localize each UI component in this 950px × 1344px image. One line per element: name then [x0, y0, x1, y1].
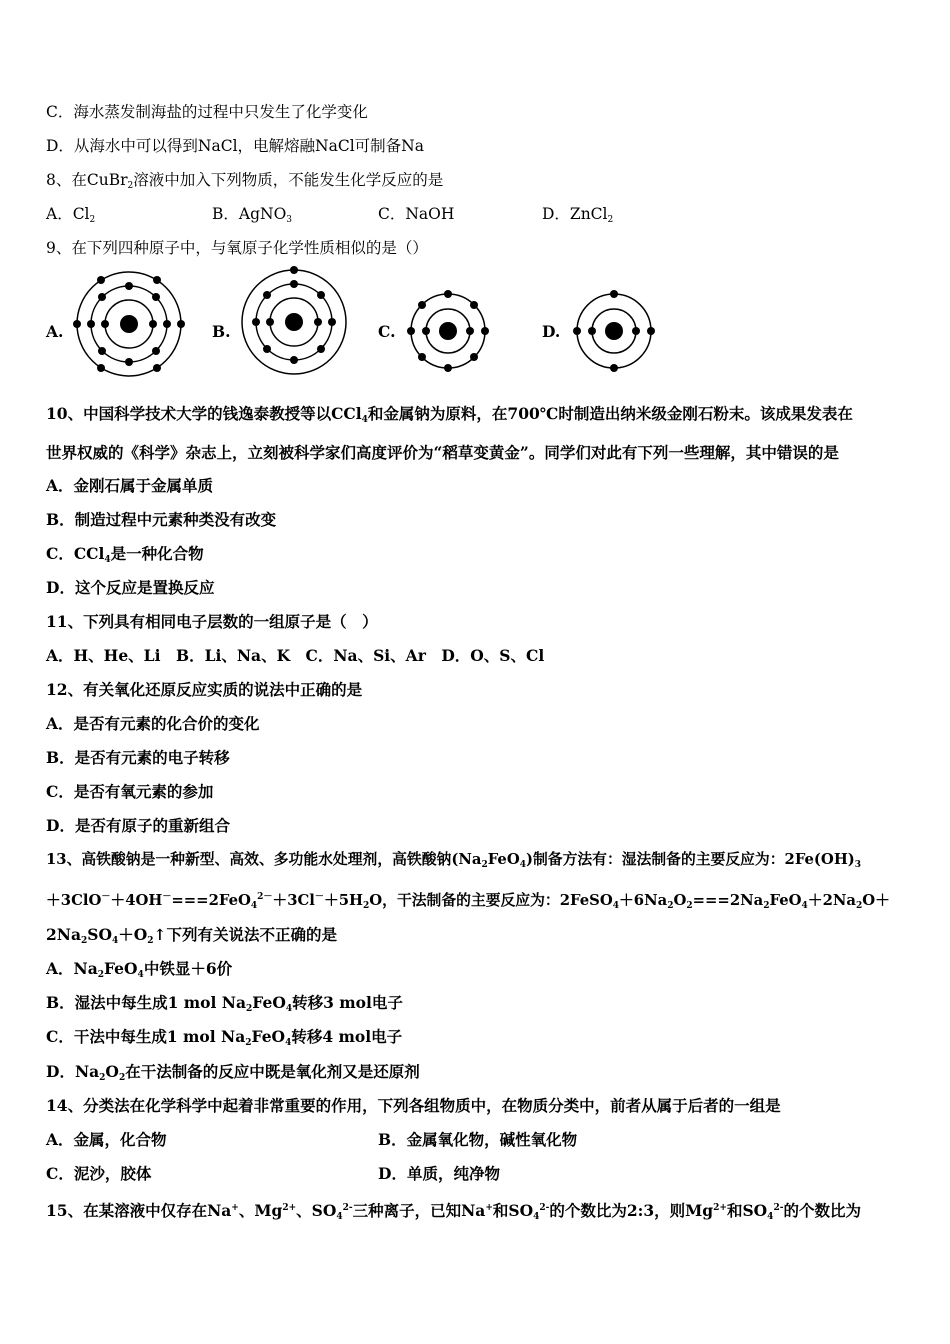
- q9-label-d: D.: [542, 322, 561, 341]
- q10-option-b: B．制造过程中元素种类没有改变: [46, 510, 277, 529]
- q10-option-a: A．金刚石属于金属单质: [46, 476, 214, 495]
- q9-stem: 9、在下列四种原子中，与氧原子化学性质相似的是（）: [46, 239, 428, 257]
- q15-stem: 15、在某溶液中仅存在Na+、$Mg^{2+}$、$SO_4^{2-}$三种离子，已知Na+和$SO_4^{2-}$的个数比为2:3，则$Mg^{2+}$和$SO_4^{2-}$的个数比为: [46, 1201, 861, 1222]
- atom-diagram-c: [404, 287, 492, 375]
- q13-stem-line2: $+3ClO^-+4OH^-===2FeO_4^{2-}+3Cl^-+5H_2O$，干法制备的主要反应为：$2FeSO_4+6Na_2O_2===2Na_2FeO_4+2Na_2O+$: [46, 892, 890, 911]
- q14-option-c: C．泥沙，胶体: [46, 1164, 152, 1183]
- q13-option-a: A．$Na_2FeO_4$中铁显＋6价: [46, 959, 233, 980]
- q12-stem: 12、有关氧化还原反应实质的说法中正确的是: [46, 680, 363, 699]
- q12-option-a: A．是否有元素的化合价的变化: [46, 714, 260, 733]
- q7-option-c: C．海水蒸发制海盐的过程中只发生了化学变化: [46, 103, 368, 121]
- q9-label-c: C.: [378, 322, 396, 341]
- q8-stem: 8、在CuBr$_2$溶液中加入下列物质，不能发生化学反应的是: [46, 171, 444, 191]
- q14-option-d: D．单质，纯净物: [378, 1164, 500, 1183]
- q12-option-c: C．是否有氧元素的参加: [46, 782, 214, 801]
- atom-diagram-b: [238, 266, 350, 378]
- q14-option-b: B．金属氧化物，碱性氧化物: [378, 1130, 578, 1149]
- q13-stem-line1: 13、高铁酸钠是一种新型、高效、多功能水处理剂，高铁酸钠$(Na_2FeO_4)$制备方法有：湿法制备的主要反应为：$2Fe(OH)_3$: [46, 851, 862, 870]
- q8-option-b: B．AgNO$_3$: [212, 205, 293, 225]
- q12-option-b: B．是否有元素的电子转移: [46, 748, 230, 767]
- q13-option-c: C．干法中每生成1 mol $Na_2FeO_4$转移4 mol电子: [46, 1027, 403, 1048]
- q9-label-a: A.: [46, 322, 64, 341]
- q14-stem: 14、分类法在化学科学中起着非常重要的作用，下列各组物质中，在物质分类中，前者从属于后者的一组是: [46, 1096, 781, 1115]
- q9-label-b: B.: [212, 322, 231, 341]
- q14-option-a: A．金属，化合物: [46, 1130, 167, 1149]
- atom-diagram-a: [73, 268, 185, 380]
- q13-stem-line3: $2Na_2SO_4+O_2↑$下列有关说法不正确的是: [46, 925, 338, 946]
- q11-options: A．H、He、Li B．Li、Na、K C．Na、Si、Ar D．O、S、Cl: [46, 646, 545, 665]
- q8-option-a: A．$Cl_2$: [46, 205, 96, 225]
- q10-option-d: D．这个反应是置换反应: [46, 578, 215, 597]
- q12-option-d: D．是否有原子的重新组合: [46, 816, 230, 835]
- q8-option-d: D．ZnCl$_2$: [542, 205, 614, 225]
- q10-stem-line1: 10、中国科学技术大学的钱逸泰教授等以CCl$_4$和金属钠为原料，在700℃时制造出纳米级金刚石粉末。该成果发表在: [46, 404, 853, 425]
- atom-diagram-d: [570, 287, 658, 375]
- q11-stem: 11、下列具有相同电子层数的一组原子是（ ）: [46, 612, 378, 631]
- q7-option-d: D．从海水中可以得到NaCl，电解熔融NaCl可制备Na: [46, 137, 424, 155]
- q8-option-c: C．NaOH: [378, 205, 455, 223]
- q10-stem-line2: 世界权威的《科学》杂志上，立刻被科学家们高度评价为“稻草变黄金”。同学们对此有下列一些理解，其中错误的是: [46, 443, 839, 462]
- q10-option-c: C．CCl$_4$是一种化合物: [46, 544, 204, 565]
- q13-option-d: D．$Na_2O_2$在干法制备的反应中既是氧化剂又是还原剂: [46, 1062, 420, 1083]
- q13-option-b: B．湿法中每生成1 mol $Na_2FeO_4$转移3 mol电子: [46, 993, 403, 1014]
